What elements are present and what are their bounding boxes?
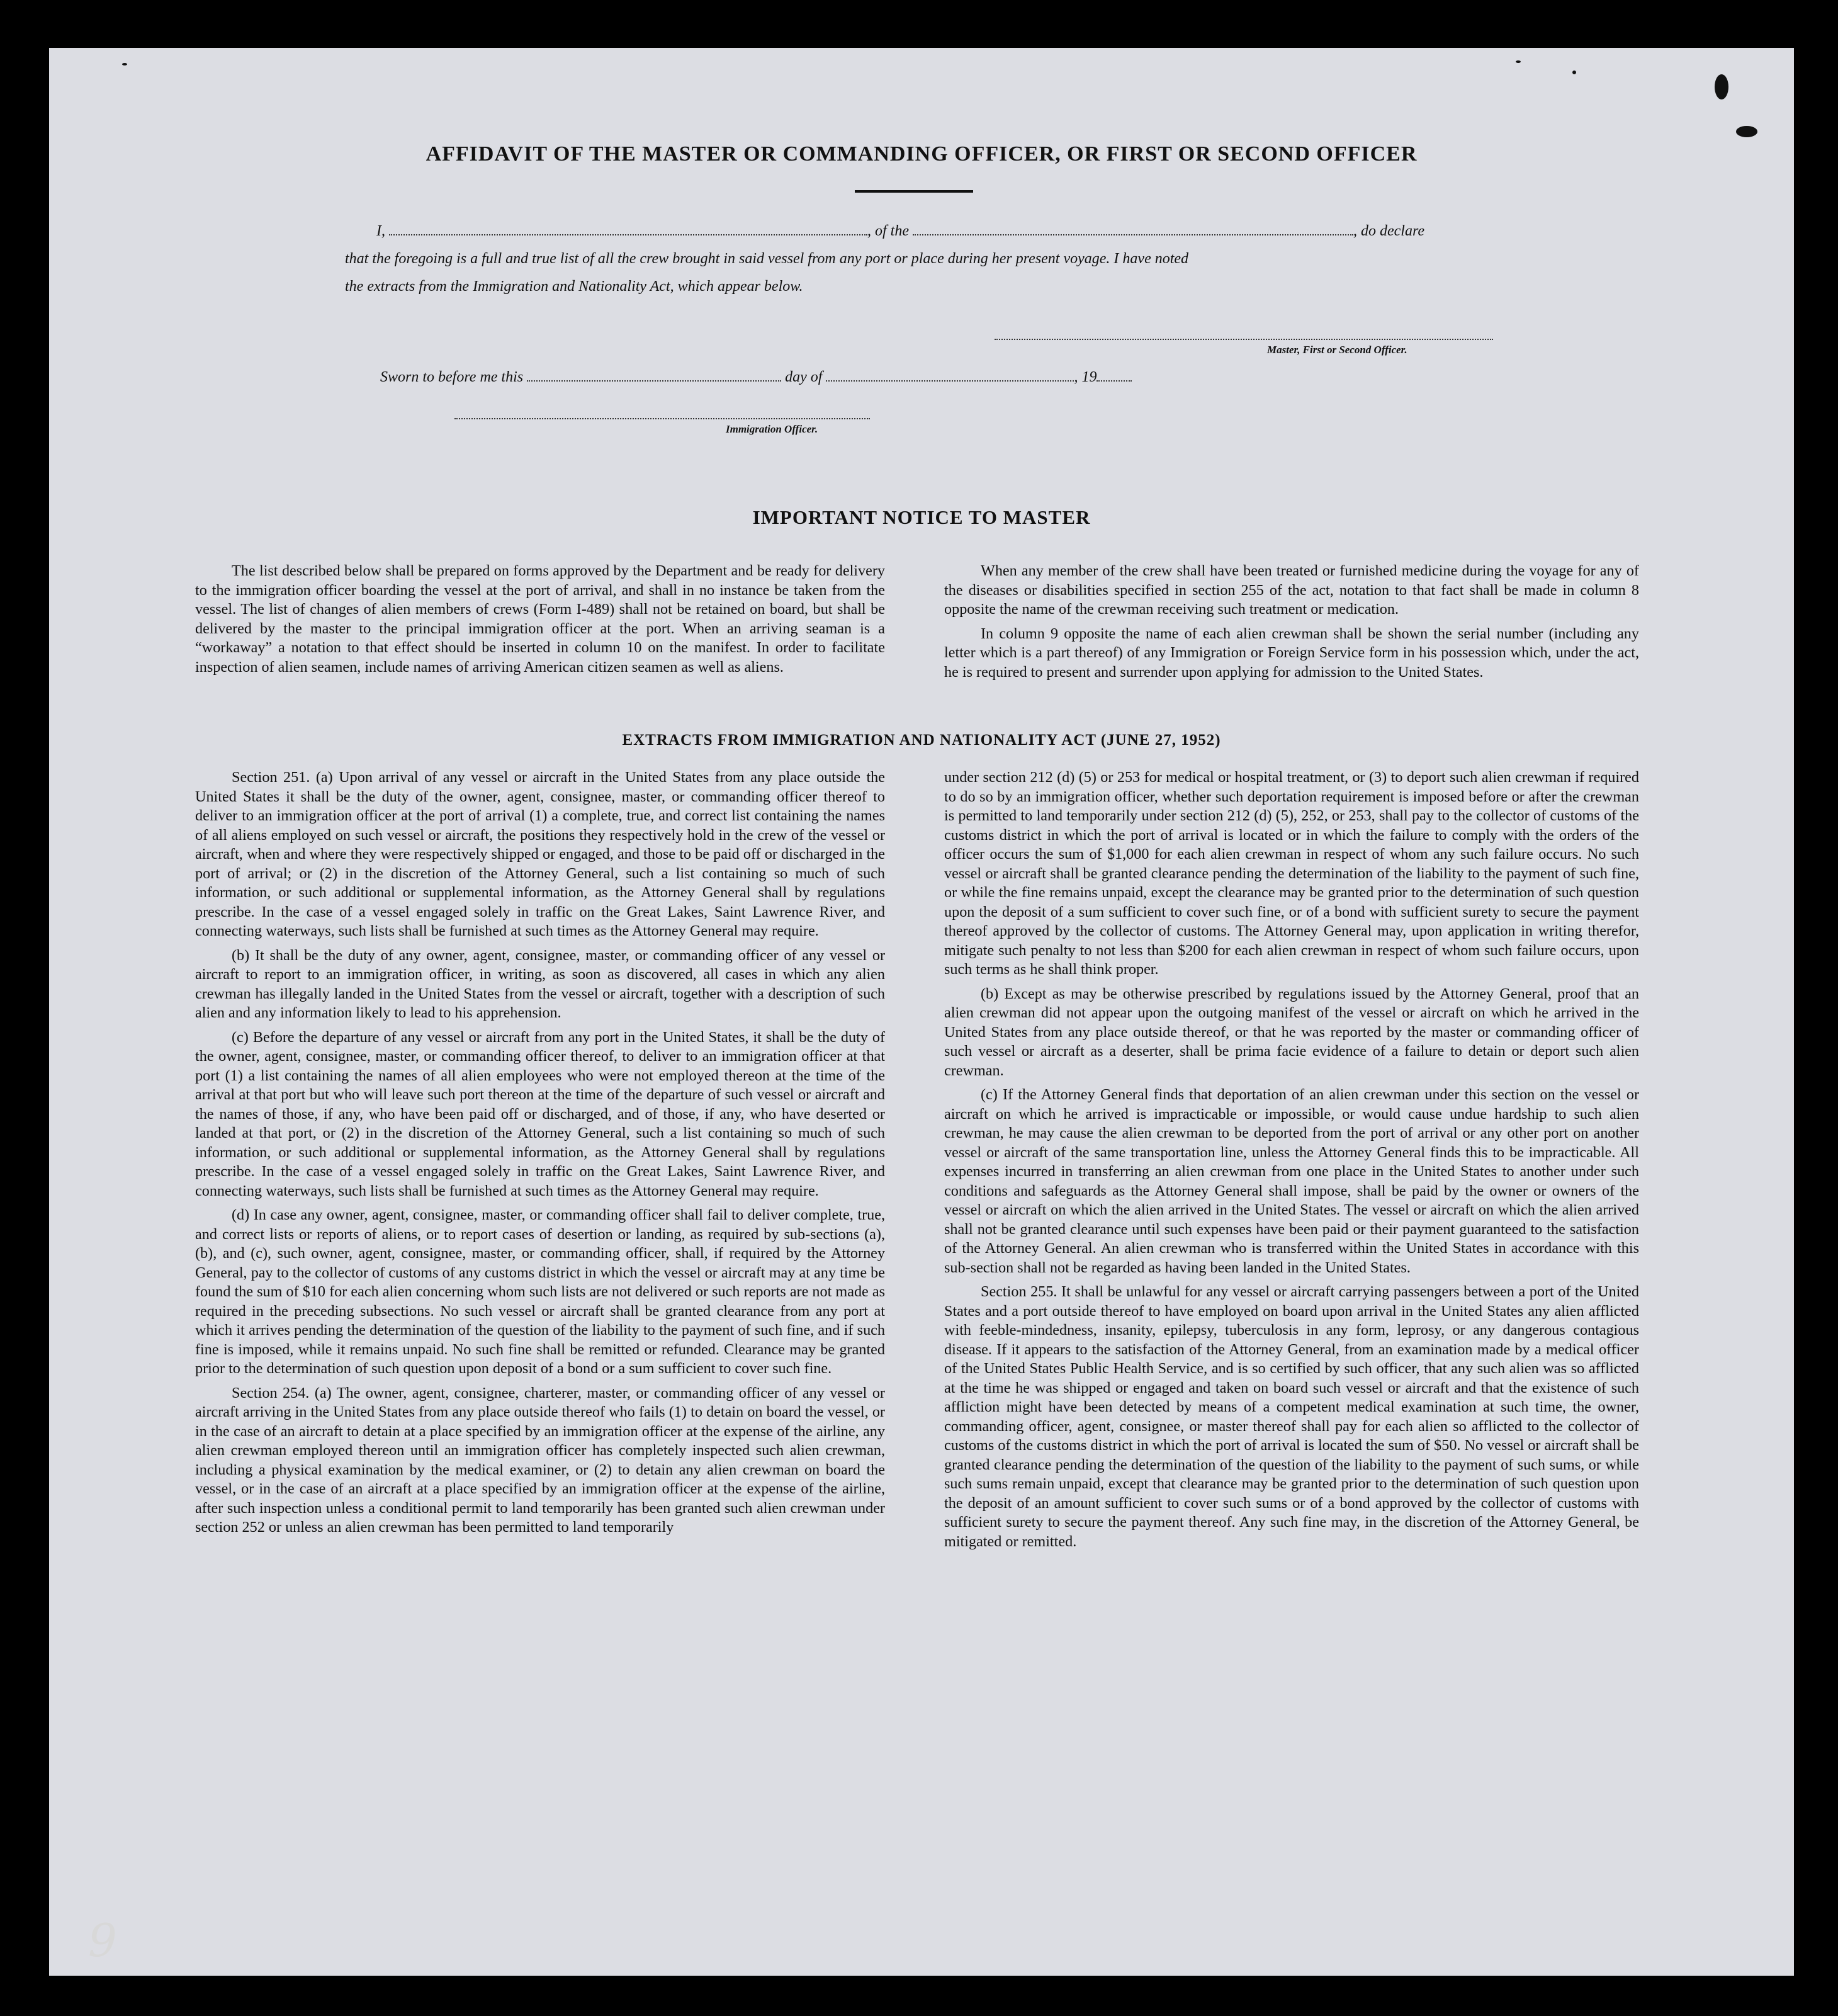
declarant-line <box>376 222 1424 240</box>
notice-right-paragraph-1: When any member of the crew shall have been treated or furnished medicine during the voyage for any of the diseases or disabilities specified in section 255 of the act, notation to that fact shall be made in column 8 opposite the name of the crewman receiving such treatment or medication. <box>944 562 1639 618</box>
section-254-a: Section 254. (a) The owner, agent, consignee, charterer, master, or commanding officer of any vessel or aircraft arriving in the United States from any place outside thereof who fails (1) to detain on board the vessel, or in the case of an aircraft to detain at a place specified by an immigration officer at the expense of the airline, any alien crewman employed thereon until an immigration officer has completely inspected such alien crewman, including a physical examination by the medical examiner, or (2) to detain any alien crewman on board the vessel, or in the case of an aircraft at a place specified by an immigration officer at the expense of the airline, after such inspection unless a conditional permit to land temporarily has been granted such alien crewman under section 252 or unless an alien crewman has been permitted to land temporarily <box>195 1384 885 1536</box>
section-251-b: (b) It shall be the duty of any owner, agent, consignee, master, or commanding officer of any vessel or aircraft to report to an immigration officer, in writing, as soon as discovered, all cases in which any alien crewman has illegally landed in the United States from the vessel or aircraft, together with a description of such alien and any information likely to lead to his apprehension. <box>195 946 885 1021</box>
immigration-officer-label: Immigration Officer. <box>726 423 818 435</box>
ink-speck <box>1736 126 1757 137</box>
title-rule <box>855 190 973 193</box>
day-of-label: day of <box>785 369 823 385</box>
sworn-day-field[interactable] <box>527 368 781 382</box>
notice-right-paragraph-2: In column 9 opposite the name of each alien crewman shall be shown the serial number (including any letter which is a part thereof) of any Immigration or Foreign Service form in his possession which, under the act, he is required to present and surrender upon applying for admission to the United States. <box>944 625 1639 681</box>
sworn-prefix: Sworn to before me this <box>380 369 524 385</box>
sworn-year-field[interactable] <box>1097 368 1132 382</box>
section-254-a-continued: under section 212 (d) (5) or 253 for medical or hospital treatment, or (3) to deport such alien crewman if required to do so by an immigration officer, whether such deportation requirement is imposed before or after the crewman is permitted to land temporarily under section 212 (d) (5), 252, or 253, shall pay to the collector of customs of the customs district in which the port of arrival is located or in which the failure to comply with the orders of the officer occurs the sum of $1,000 for each alien crewman in respect of whom any such failure occurs. No such vessel or aircraft shall be granted clearance pending the determination of the liability to the payment of such fine, or while the fine remains unpaid, except the clearance may be granted prior to the determination of such question upon the deposit of a sum sufficient to cover such fine, or of a bond with sufficient surety to secure the payment thereof approved by the collector of customs. The Attorney General may, upon application in writing therefor, mitigate such penalty to not less than $200 for each alien crewman in respect of whom such failure occurs, upon such terms as he shall think proper. <box>944 769 1639 978</box>
declarant-prefix: I, <box>376 223 385 239</box>
sworn-line <box>380 368 1132 386</box>
year-prefix: , 19 <box>1074 369 1097 385</box>
notice-left-column <box>195 562 885 682</box>
section-254-b: (b) Except as may be otherwise prescribed by regulations issued by the Attorney General, proof that an alien crewman did not appear upon the outgoing manifest of the vessel or aircraft on which he arrived in the United States from any place outside thereof, or that he was reported by the master or commanding officer of such vessel or aircraft as a deserter, shall be prima facie evidence of a failure to detain or deport such alien crewman. <box>944 985 1639 1079</box>
master-signature-label: Master, First or Second Officer. <box>1267 344 1407 356</box>
section-251-c: (c) Before the departure of any vessel or aircraft from any port in the United States, it shall be the duty of the owner, agent, consignee, master, or commanding officer thereof, to deliver to an immigration officer at that port (1) a list containing the names of all alien employees who were not employed thereon at the time of the arrival at that port but who will leave such port thereon at the time of the departure of such vessel or aircraft and the names of those, if any, who have been paid off or discharged, and of those, if any, who have deserted or landed at that port, or (2) in the discretion of the Attorney General, such a list containing so much of such information, or such additional or supplemental information, as the Attorney General shall by regulations prescribe. In the case of a vessel engaged solely in traffic on the Great Lakes, Saint Lawrence River, and connecting waterways, such lists shall be furnished at such times as the Attorney General may require. <box>195 1028 885 1199</box>
ink-speck <box>1715 74 1728 99</box>
declaration-line-2: the extracts from the Immigration and Nationality Act, which appear below. <box>345 278 803 295</box>
extracts-left-column <box>195 768 885 1543</box>
immigration-officer-signature-field[interactable] <box>454 418 870 419</box>
ink-speck <box>1572 71 1576 74</box>
ink-speck <box>1516 60 1521 63</box>
declarant-name-field[interactable] <box>389 222 867 235</box>
vessel-name-field[interactable] <box>913 222 1353 235</box>
extracts-title: EXTRACTS FROM IMMIGRATION AND NATIONALITY ACT (JUNE 27, 1952) <box>622 732 1221 749</box>
notice-title: IMPORTANT NOTICE TO MASTER <box>752 506 1091 528</box>
declaration-line-1: that the foregoing is a full and true list of all the crew brought in said vessel from any port or place during her present voyage. I have noted <box>345 251 1189 267</box>
page-mark: 9 <box>88 1914 117 1967</box>
ink-speck <box>122 63 127 65</box>
section-254-c: (c) If the Attorney General finds that deportation of an alien crewman under this section on the vessel or aircraft on which he arrived is impracticable or impossible, or would cause undue hardship to such alien crewman, he may cause the alien crewman to be deported from the port of arrival or any other port on another vessel or aircraft of the same transportation line, unless the Attorney General finds this to be impracticable. All expenses incurred in transferring an alien crewman from one place in the United States to another under such conditions and safeguards as the Attorney General shall impose, shall be paid by the owner or owners of the vessel or aircraft on which the alien arrived in the United States. The vessel or aircraft on which the alien arrived shall not be granted clearance until such expenses have been paid or their payment guaranteed to the satisfaction of the Attorney General. An alien crewman who is transferred within the United States in accordance with this sub-section shall not be regarded as having been landed in the United States. <box>944 1086 1639 1276</box>
extracts-right-column <box>944 768 1639 1556</box>
section-251-a: Section 251. (a) Upon arrival of any vessel or aircraft in the United States from any place outside the United States it shall be the duty of the owner, agent, consignee, master, or commanding officer thereof to deliver to an immigration officer at the port of arrival (1) a complete, true, and correct list containing the names of all aliens employed on such vessel or aircraft, the positions they respectively hold in the crew of the vessel or aircraft, when and where they were respectively shipped or engaged, and those to be paid off or discharged in the port of arrival; or (2) in the discretion of the Attorney General, such a list containing so much of such information, or such additional or supplemental information, as the Attorney General shall by regulations prescribe. In the case of a vessel engaged solely in traffic on the Great Lakes, Saint Lawrence River, and connecting waterways, such lists shall be furnished at such times as the Attorney General may require. <box>195 769 885 939</box>
section-255: Section 255. It shall be unlawful for any vessel or aircraft carrying passengers between a port of the United States and a port outside thereof to have employed on board upon arrival in the United States any alien afflicted with feeble-mindedness, insanity, epilepsy, tuberculosis in any form, leprosy, or any dangerous contagious disease. If it appears to the satisfaction of the Attorney General, from an examination made by a medical officer of the United States Public Health Service, and is so certified by such officer, that any such alien was so afflicted at the time he was shipped or engaged and taken on board such vessel or aircraft and that the existence of such affliction might have been detected by means of a competent medical examination at such time, the owner, commanding officer, agent, consignee, or master thereof shall pay for each alien so afflicted to the collector of customs of the customs district in which the port of arrival is located the sum of $50. No vessel or aircraft shall be granted clearance pending the determination of the question of the liability to the payment of such sums, or while such sums remain unpaid, except that clearance may be granted prior to the determination of such question upon the deposit of an amount sufficient to cover such sums or of a bond approved by the collector of customs with sufficient surety to secure the payment thereof. Any such fine may, in the discretion of the Attorney General, be mitigated or remitted. <box>944 1283 1639 1550</box>
document-sheet <box>49 48 1794 1976</box>
section-251-d: (d) In case any owner, agent, consignee, master, or commanding officer shall fail to deliver complete, true, and correct lists or reports of aliens, or to report cases of desertion or landing, as required by sub-sections (a), (b), and (c), such owner, agent, consignee, master, or commanding officer, shall, if required by the Attorney General, pay to the collector of customs of any customs district in which the vessel or aircraft may at any time be found the sum of $10 for each alien concerning whom such lists are not delivered or such reports are not made as required in the preceding subsections. No such vessel or aircraft shall be granted clearance from any port at which it arrives pending the determination of the question of the liability to the payment of such fine, and if such fine is imposed, while it remains unpaid. No such fine shall be remitted or refunded. Clearance may be granted prior to the determination of such question upon deposit of a bond or a sum sufficient to cover such fine. <box>195 1206 885 1377</box>
master-signature-field[interactable] <box>995 339 1493 340</box>
notice-left-paragraph: The list described below shall be prepared on forms approved by the Department and be ready for delivery to the immigration officer boarding the vessel at the port of arrival, and shall in no instance be taken from the vessel. The list of changes of alien members of crews (Form I-489) shall not be retained on board, but shall be delivered by the master to the principal immigration officer at the port. When an arriving seaman is a “workaway” a notation to that effect should be inserted in column 10 on the manifest. In order to facilitate inspection of alien seamen, include names of arriving American citizen seamen as well as aliens. <box>195 562 885 676</box>
of-the-label: , of the <box>867 223 909 239</box>
notice-right-column <box>944 562 1639 687</box>
sworn-month-field[interactable] <box>826 368 1074 382</box>
affidavit-title: AFFIDAVIT OF THE MASTER OR COMMANDING OFFICER, OR FIRST OR SECOND OFFICER <box>426 142 1418 166</box>
do-declare-label: , do declare <box>1353 223 1425 239</box>
